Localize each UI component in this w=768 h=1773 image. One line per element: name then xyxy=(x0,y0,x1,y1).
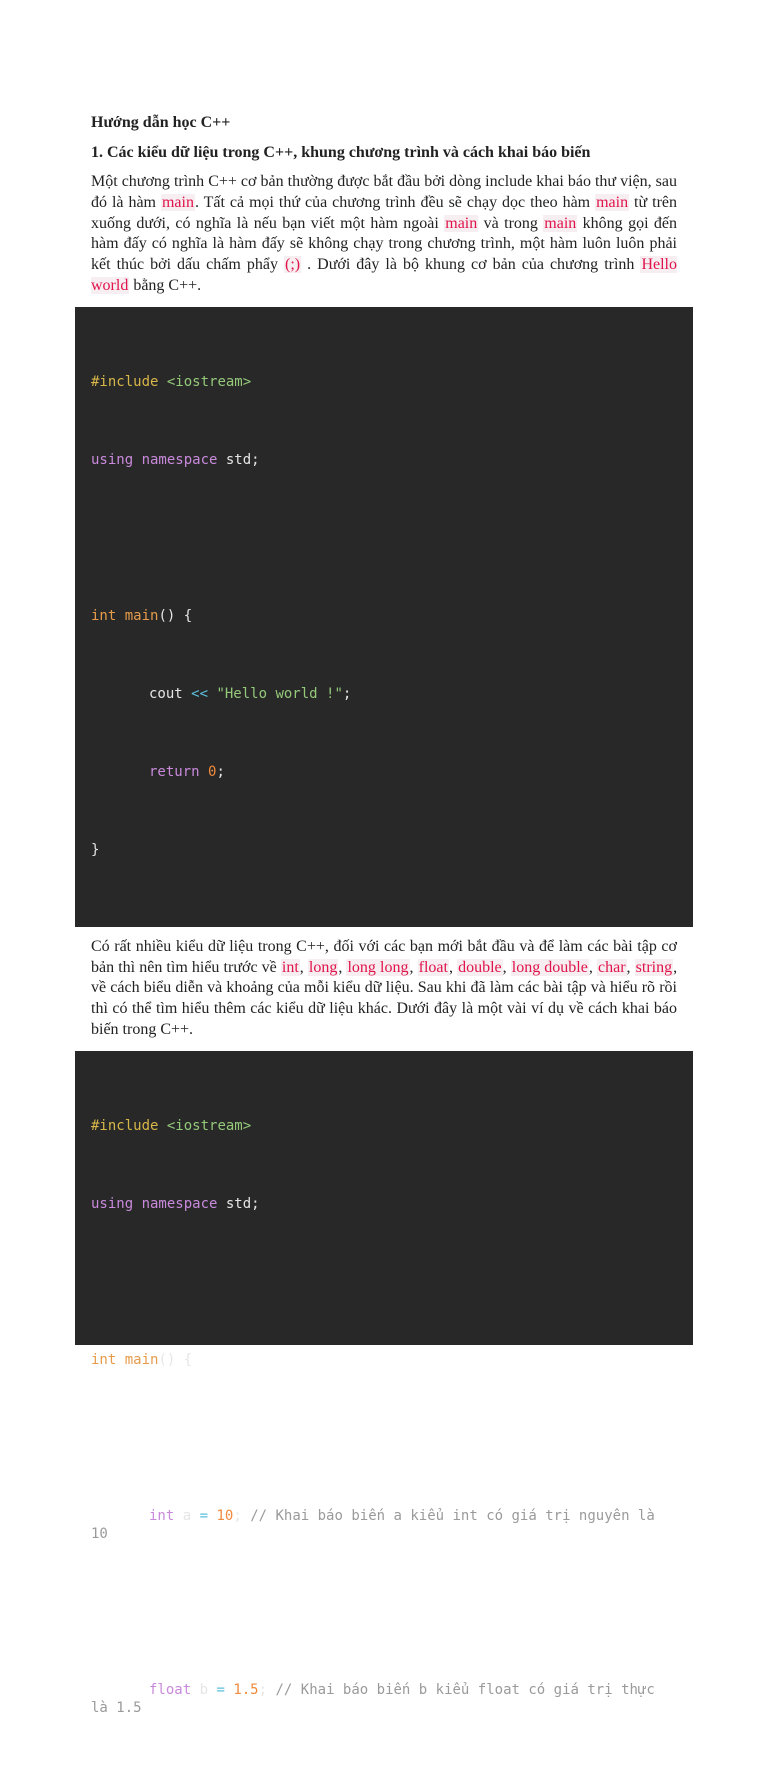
code-token: <iostream> xyxy=(166,1117,252,1134)
inline-code-main: main xyxy=(596,193,629,211)
doc-title: Hướng dẫn học C++ xyxy=(91,114,231,131)
code-token: a xyxy=(174,1507,200,1524)
section-heading: 1. Các kiểu dữ liệu trong C++, khung chương trình và cách khai báo biến xyxy=(91,144,591,161)
code-token: <iostream> xyxy=(166,373,252,390)
code-line xyxy=(91,447,677,473)
code-line xyxy=(91,837,677,863)
inline-code-type: char xyxy=(597,958,626,976)
code-token: using namespace xyxy=(91,1195,218,1212)
code-token: return xyxy=(149,763,200,780)
inline-code-main: main xyxy=(544,214,577,232)
text-run: , về cách biểu diễn và khoảng của mỗi kiểu dữ liệu. Sau khi đã làm các bài tập và hiểu rõ rồi thì có thể tìm hiểu thêm các kiểu dữ liệu khác. Dưới đây là một vài ví dụ về cách khai báo biến trong C++. xyxy=(91,958,678,1038)
code-token: int xyxy=(149,1507,175,1524)
text-run: , xyxy=(448,958,458,976)
inline-code-type: long xyxy=(308,958,338,976)
inline-code-semicolon: (;) xyxy=(284,256,301,274)
code-token: ; xyxy=(258,1681,268,1698)
inline-code-type: int xyxy=(281,958,299,976)
code-token: b xyxy=(191,1681,217,1698)
code-token: 0 xyxy=(208,763,217,780)
code-token: ; xyxy=(216,763,225,780)
inline-code-main: main xyxy=(161,193,194,211)
code-token: main xyxy=(124,607,159,624)
code-token: = xyxy=(199,1507,209,1524)
code-token: ; xyxy=(342,685,352,702)
text-run: Có rất nhiều kiểu dữ liệu trong C++, đối với các bạn mới bắt đầu và để làm các bài tập cơ bản thì nên tìm hiểu trước về xyxy=(91,937,677,976)
text-run: , xyxy=(588,958,597,976)
code-line xyxy=(91,681,677,707)
code-token: << xyxy=(191,685,209,702)
code-line xyxy=(91,759,677,785)
code-line xyxy=(91,1191,677,1217)
code-token: int xyxy=(91,1351,117,1368)
code-comment: // Khai báo biến b kiểu float có giá trị thực là 1.5 xyxy=(91,1681,664,1716)
code-blank-line xyxy=(91,1599,677,1625)
text-run: và trong xyxy=(478,214,544,232)
text-run: bằng C++. xyxy=(129,276,202,294)
code-blank-line xyxy=(91,1425,677,1451)
text-run: không gọi đến hàm đấy có nghĩa là hàm đấy sẽ không chạy trong chương trình, một hàm luôn luôn phải kết thúc bởi dấu chấm phẩy xyxy=(91,214,678,274)
code-line xyxy=(91,1113,677,1139)
code-line xyxy=(91,369,677,395)
code-token: 10 xyxy=(216,1507,234,1524)
code-token: = xyxy=(216,1681,225,1698)
inline-code-type: double xyxy=(458,958,502,976)
inline-code-type: float xyxy=(418,958,448,976)
code-line xyxy=(91,603,677,629)
code-token: using namespace xyxy=(91,451,218,468)
code-line xyxy=(91,1677,677,1721)
code-token: #include xyxy=(91,1117,159,1134)
code-line xyxy=(91,1503,677,1547)
code-blank-line xyxy=(91,525,677,551)
code-comment: // Khai báo biến a kiểu int có giá trị nguyên là 10 xyxy=(91,1507,664,1542)
code-block-variables xyxy=(75,1051,693,1716)
inline-code-main: main xyxy=(445,214,478,232)
inline-code-type: string xyxy=(635,958,673,976)
code-token: () { xyxy=(158,1351,193,1368)
code-token: main xyxy=(124,1351,159,1368)
code-token: std; xyxy=(217,451,260,468)
code-token: } xyxy=(91,841,100,858)
text-run: , xyxy=(626,958,635,976)
intro-paragraph xyxy=(91,172,677,297)
text-run: . Dưới đây là bộ khung cơ bản của chương trình xyxy=(301,256,641,274)
inline-code-hello-world: Hello world xyxy=(91,256,677,294)
code-token: std; xyxy=(217,1195,260,1212)
code-token: ; xyxy=(233,1507,242,1524)
text-run: , xyxy=(299,958,308,976)
text-run: Một chương trình C++ cơ bản thường được bắt đầu bởi dòng include khai báo thư viện, sau đó là hàm xyxy=(91,173,677,211)
code-token: int xyxy=(91,607,117,624)
text-run: , xyxy=(409,958,418,976)
document-page xyxy=(91,112,678,1716)
text-run: từ trên xuống dưới, có nghĩa là nếu bạn viết một hàm ngoài xyxy=(91,193,677,232)
inline-code-type: long double xyxy=(511,958,588,976)
inline-code-type: long long xyxy=(347,958,409,976)
types-paragraph xyxy=(91,937,677,1041)
code-blank-line xyxy=(91,1269,677,1295)
text-run: . Tất cả mọi thứ của chương trình đều sẽ chạy dọc theo hàm xyxy=(194,193,596,211)
code-token: 1.5 xyxy=(233,1681,259,1698)
code-block-hello-world xyxy=(75,307,693,927)
code-token: float xyxy=(149,1681,192,1698)
code-token: () { xyxy=(158,607,193,624)
code-token: cout xyxy=(149,685,192,702)
text-run: , xyxy=(502,958,511,976)
code-line xyxy=(91,1347,677,1373)
code-token: #include xyxy=(91,373,159,390)
code-token: "Hello world !" xyxy=(216,685,343,702)
text-run: , xyxy=(338,958,347,976)
